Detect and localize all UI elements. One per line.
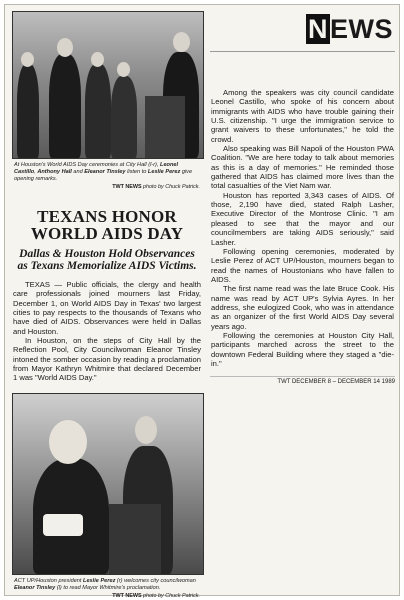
news-masthead [210,11,395,52]
paragraph: Following opening ceremonies, moderated by Leslie Perez of ACT UP/Houston, mourners began to read the names of Houstonians who have fallen to AIDS. [211,246,394,284]
news-logo: NEWS [307,14,393,44]
photo-proclamation [12,393,204,575]
headline: TEXANS HONOR WORLD AIDS DAY [30,207,184,243]
paragraph: Among the speakers was city council candidate Leonel Castillo, who spoke of his concern about immigrants with AIDS who have trouble gaining their U.S. citizenship. "I urge the immigration service to grant waivers to these unfortunates," he told the crowd. [211,88,394,144]
paragraph: TEXAS — Public officials, the clergy and health care professionals joined mourners last Friday, December 1, on World AIDS Day in Texas' two largest cities to pay respects to the thousands of Texans who have died of AIDS. Observances were held in Dallas and Houston. [13,280,201,336]
subheadline: Dallas & Houston Hold Observances as Texans Memorialize AIDS Victims. [17,248,197,272]
photo1-caption: At Houston's World AIDS Day ceremonies at City Hall (l-r), Leonel Castillo, Anthony Hall and Eleanor Tinsley listen to Leslie Perez give opening remarks. [14,162,193,182]
photo2-caption: ACT UP/Houston president Leslie Perez (r) welcomes city councilwoman Eleanor Tinsley (l) to read Mayor Whitmire's proclamation. [14,577,196,591]
article-body-left [13,280,201,383]
left-column [12,11,202,599]
paragraph: Following the ceremonies at Houston City Hall, participants marched across the street to the downtown Federal Building where they staged a "die-in." [211,330,394,368]
photo1-credit: TWT NEWS photo by Chuck Patrick. [112,184,200,190]
issue-dateline: TWT DECEMBER 8 – DECEMBER 14 1989 [210,376,395,385]
photo-city-hall-ceremony [12,11,204,159]
article-body-right [211,88,394,368]
newspaper-page [4,4,400,599]
paragraph: Houston has reported 3,343 cases of AIDS. Of those, 2,190 have died, stated Ralph Lasher, Executive Director of the Montrose Clinic. "I am pleased to see that the mayor and our councilmembers are taking AIDS seriously," said Lasher. [211,190,394,247]
paragraph: Also speaking was Bill Napoli of the Houston PWA Coalition. "We are here today to talk about memories as this is a day of memories." He reminded those gathered that AIDS has claimed more lives than the total casualties of the Viet Nam war. [211,144,394,191]
photo2-credit: TWT NEWS photo by Chuck Patrick. [112,592,200,599]
paragraph: The first name read was the late Bruce Cook. His name was read by ACT UP's Sylvia Ayres. In her address, she eulogized Cook, who was in attendance as an organizer of the first World AIDS Day several years ago. [211,284,394,331]
paragraph: In Houston, on the steps of City Hall by the Reflection Pool, City Councilwoman Eleanor Tinsley intoned the somber occasion by reading a proclamation from Mayor Kathryn Whitmire that declared December 1 was "World AIDS Day." [13,336,201,383]
right-column [210,11,395,385]
